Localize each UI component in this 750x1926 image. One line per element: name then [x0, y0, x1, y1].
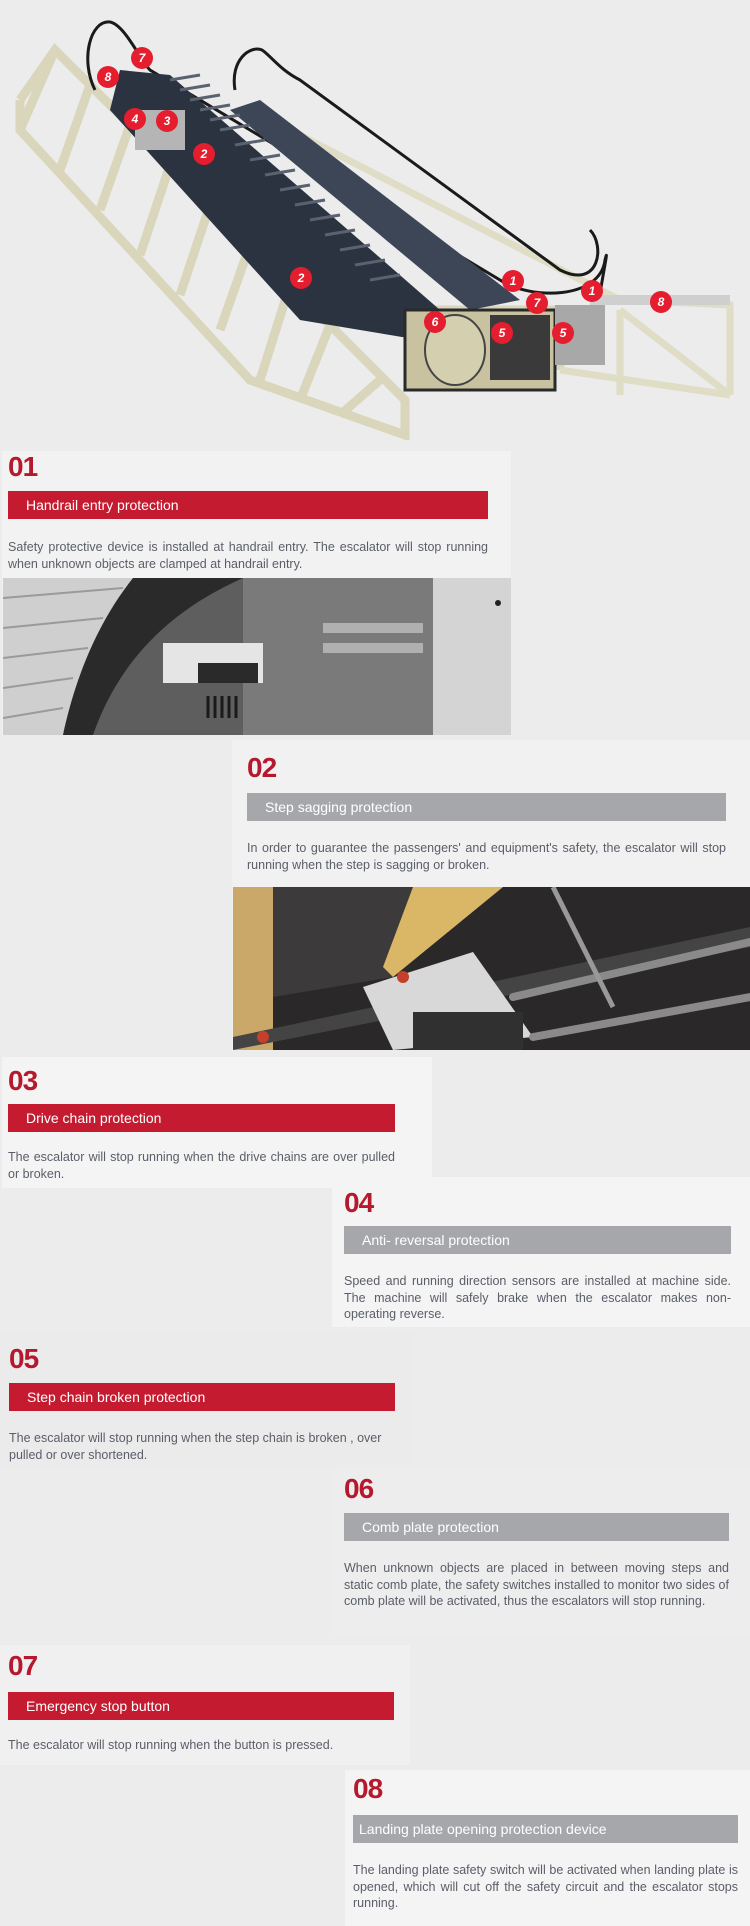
- feature-title-bar: Drive chain protection: [8, 1104, 395, 1132]
- marker-5-right: [552, 322, 574, 344]
- svg-text:2: 2: [200, 147, 208, 161]
- feature-description: The landing plate safety switch will be activated when landing plate is opened, which will cut off the safety circuit and the escalator stops running.: [353, 1863, 738, 1910]
- feature-title-bar: Landing plate opening protection device: [353, 1815, 738, 1843]
- marker-8-top: [97, 66, 119, 88]
- svg-text:7: 7: [138, 51, 146, 65]
- feature-number: 01: [8, 451, 38, 482]
- svg-text:5: 5: [498, 326, 506, 340]
- feature-card-02: [232, 740, 750, 1050]
- svg-text:5: 5: [559, 326, 567, 340]
- feature-title-bar: Handrail entry protection: [8, 491, 488, 519]
- svg-text:4: 4: [131, 112, 139, 126]
- escalator-diagram: [0, 0, 750, 440]
- feature-title-bar: Comb plate protection: [344, 1513, 729, 1541]
- svg-text:6: 6: [431, 315, 439, 329]
- feature-description: The escalator will stop running when the button is pressed.: [8, 1738, 334, 1752]
- step-sagging-switch-photo: [233, 887, 750, 1050]
- marker-1-left: [502, 270, 524, 292]
- feature-number: 03: [8, 1065, 38, 1096]
- svg-text:3: 3: [163, 114, 171, 128]
- feature-card-08: [345, 1770, 750, 1926]
- svg-text:8: 8: [657, 295, 665, 309]
- feature-description: The escalator will stop running when the drive chains are over pulled or broken.: [8, 1150, 395, 1181]
- feature-description: In order to guarantee the passengers' and equipment's safety, the escalator will stop running when the step is sagging or broken.: [247, 841, 726, 872]
- marker-7-top: [131, 47, 153, 69]
- feature-description: When unknown objects are placed in between moving steps and static comb plate, the safety switches installed to monitor two sides of comb plate will be activated, thus the escalators will stop running.: [344, 1561, 729, 1608]
- marker-6: [424, 311, 446, 333]
- feature-title-bar: Anti- reversal protection: [344, 1226, 731, 1254]
- marker-3: [156, 110, 178, 132]
- handrail-entry-switch-photo: [3, 578, 511, 735]
- feature-title-bar: Step sagging protection: [247, 793, 726, 821]
- feature-card-04: [332, 1177, 750, 1327]
- svg-text:7: 7: [533, 296, 541, 310]
- marker-2-lower: [290, 267, 312, 289]
- marker-5-left: [491, 322, 513, 344]
- feature-title-bar: Emergency stop button: [8, 1692, 394, 1720]
- svg-text:8: 8: [104, 70, 112, 84]
- marker-8-bottom: [650, 291, 672, 313]
- escalator-illustration: [0, 0, 750, 440]
- feature-title-bar: Step chain broken protection: [9, 1383, 395, 1411]
- feature-number: 08: [353, 1773, 383, 1804]
- feature-number: 04: [344, 1187, 374, 1218]
- feature-number: 02: [247, 752, 277, 783]
- feature-description: Safety protective device is installed at handrail entry. The escalator will stop running when unknown objects are clamped at handrail entry.: [8, 540, 488, 571]
- feature-number: 05: [9, 1343, 39, 1374]
- marker-4: [124, 108, 146, 130]
- svg-text:1: 1: [588, 284, 596, 298]
- svg-text:2: 2: [297, 271, 305, 285]
- feature-card-05: [0, 1331, 414, 1467]
- marker-2-upper: [193, 143, 215, 165]
- feature-card-07: [0, 1645, 410, 1765]
- marker-1-right: [581, 280, 603, 302]
- feature-number: 06: [344, 1473, 374, 1504]
- feature-description: The escalator will stop running when the step chain is broken , over pulled or over shortened.: [9, 1431, 382, 1462]
- feature-card-06: [332, 1467, 750, 1637]
- svg-text:1: 1: [509, 274, 517, 288]
- feature-number: 07: [8, 1650, 38, 1681]
- feature-card-01: [2, 451, 511, 735]
- feature-description: Speed and running direction sensors are installed at machine side. The machine will safely brake when the escalator makes non-operating reverse.: [344, 1274, 731, 1321]
- feature-card-03: [2, 1057, 432, 1188]
- marker-7-bottom: [526, 292, 548, 314]
